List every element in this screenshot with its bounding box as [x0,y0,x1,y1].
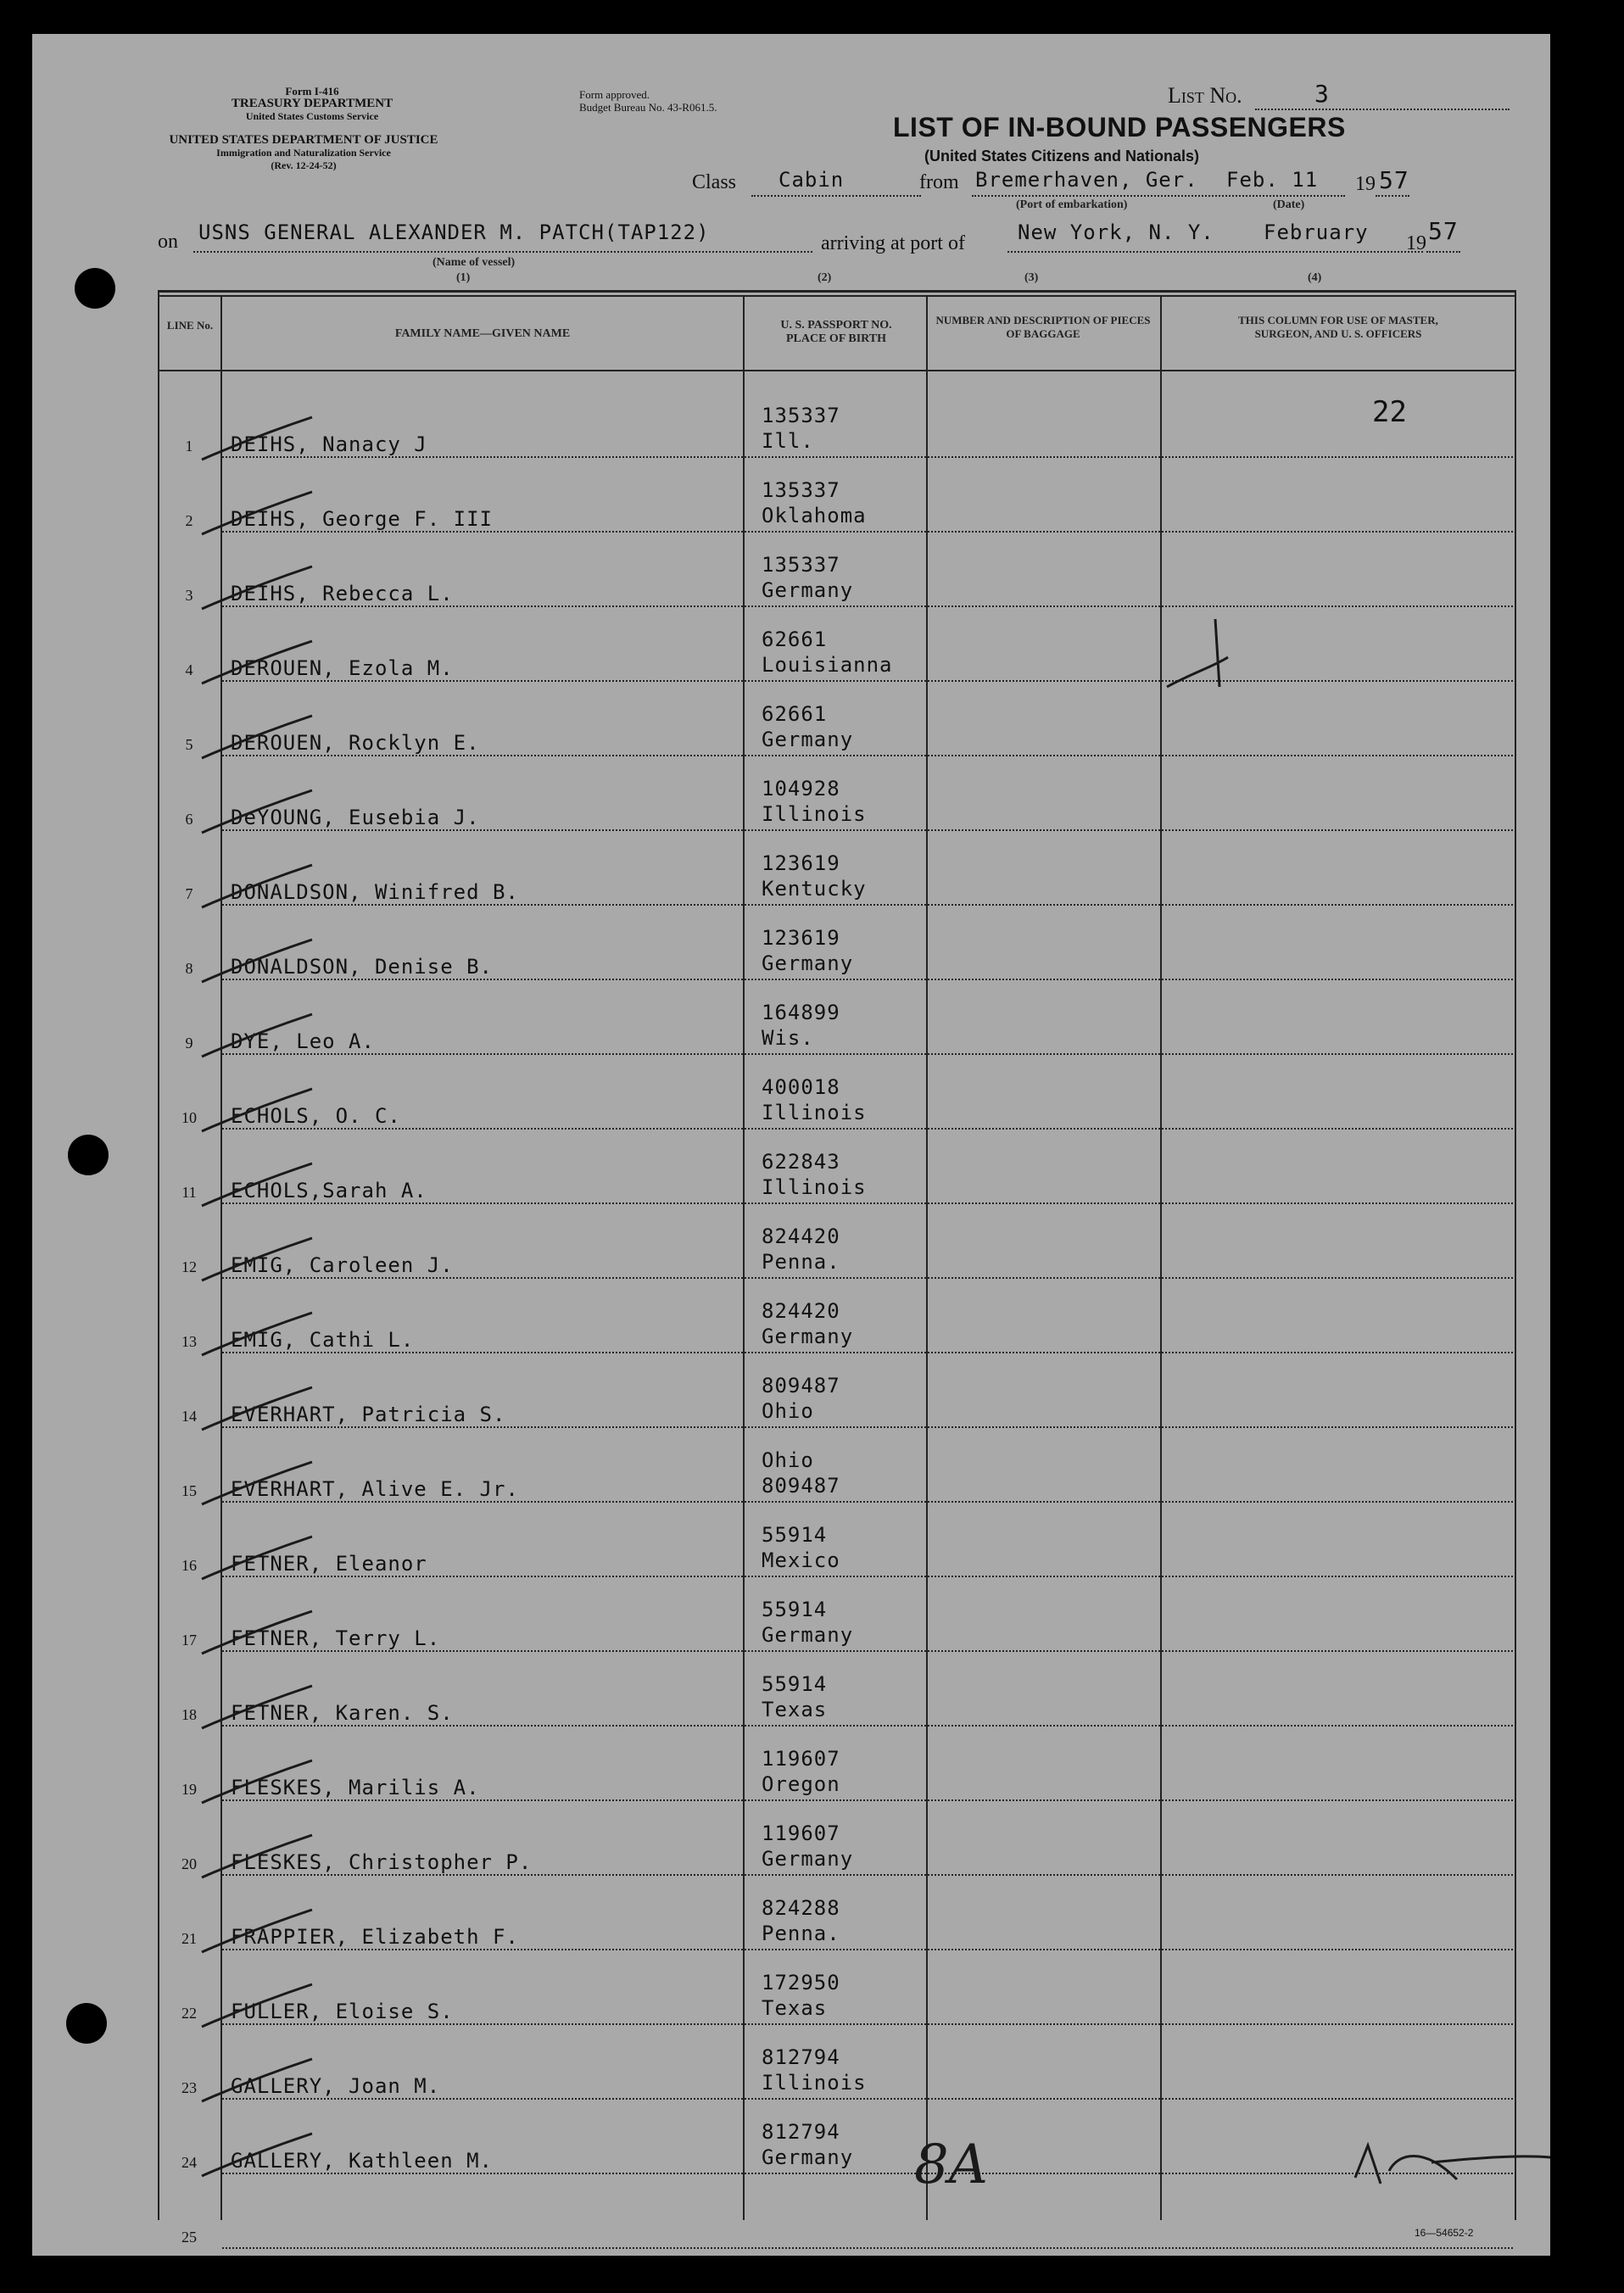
place-of-birth: Louisianna [762,653,893,677]
row-rule [222,1650,1513,1652]
row-rule [222,1426,1513,1428]
passenger-name: ECHOLS, O. C. [231,1104,401,1128]
place-of-birth: Illinois [762,1175,867,1199]
passenger-name: FLESKES, Marilis A. [231,1776,480,1799]
place-of-birth: Germany [762,1325,854,1348]
passport-number: 62661 [762,628,828,651]
passport-number: 172950 [762,1971,840,1995]
passport-number: 812794 [762,2045,840,2069]
row-rule [222,1725,1513,1727]
place-of-birth: Oklahoma [762,504,867,527]
passenger-name: EVERHART, Patricia S. [231,1403,506,1426]
passport-number: 809487 [762,1374,840,1398]
col-num-1: (1) [456,271,471,284]
passport-number: 812794 [762,2120,840,2144]
line-number: 9 [185,1035,193,1052]
passenger-name: GALLERY, Kathleen M. [231,2149,493,2173]
vessel-name: USNS GENERAL ALEXANDER M. PATCH(TAP122) [198,220,710,244]
col-header-baggage: NUMBER AND DESCRIPTION OF PIECES OF BAGGAGE [935,314,1151,340]
line-number: 18 [181,1706,197,1723]
line-number: 3 [185,587,193,604]
place-of-birth: Germany [762,578,854,602]
place-of-birth: Illinois [762,1101,867,1124]
passport-number: Ohio [762,1448,814,1472]
passport-number: 104928 [762,777,840,801]
on-label: on [158,231,178,253]
passport-number: 55914 [762,1523,828,1547]
place-of-birth: Germany [762,951,854,975]
passenger-name: DYE, Leo A. [231,1029,375,1053]
passenger-name: EMIG, Cathi L. [231,1328,415,1352]
vessel-caption: (Name of vessel) [433,256,516,269]
form-number-block: Form I-416 TREASURY DEPARTMENT United States Customs Service [231,85,393,122]
row-rule [222,829,1513,831]
arriving-label: arriving at port of [821,232,965,254]
page-subtitle: (United States Citizens and Nationals) [924,148,1200,165]
place-of-birth: Penna. [762,1922,840,1945]
col-num-3: (3) [1024,271,1039,284]
passport-number: 123619 [762,926,840,950]
embarkation-date: Feb. 11 [1226,168,1319,192]
place-of-birth: 809487 [762,1474,840,1498]
passenger-name: FRAPPIER, Elizabeth F. [231,1925,519,1949]
place-of-birth: Mexico [762,1548,840,1572]
passenger-name: DEROUEN, Rocklyn E. [231,731,480,755]
place-of-birth: Ohio [762,1399,814,1423]
line-number: 11 [181,1184,197,1201]
place-of-birth: Penna. [762,1250,840,1274]
doj-block: UNITED STATES DEPARTMENT OF JUSTICE Immigration and Naturalization Service (Rev. 12-24-52) [169,133,438,171]
line-number: 19 [181,1781,197,1798]
passenger-name: DEIHS, Rebecca L. [231,582,454,605]
row-rule [222,2173,1513,2174]
passport-number: 824288 [762,1896,840,1920]
year-prefix-1: 19 [1355,173,1376,195]
class-value: Cabin [779,168,845,192]
row-rule [222,456,1513,458]
list-no-value: 3 [1314,80,1330,108]
place-of-birth: Germany [762,728,854,751]
place-of-birth: Illinois [762,2071,867,2095]
passenger-name: ECHOLS,Sarah A. [231,1179,427,1202]
col-num-4: (4) [1308,271,1322,284]
list-no-label: List No. [1168,83,1242,108]
punch-hole-bottom [66,2003,107,2044]
line-number: 1 [185,438,193,455]
passenger-name: FETNER, Eleanor [231,1552,427,1576]
punch-hole-top [75,268,115,309]
row-rule [222,1053,1513,1055]
passenger-name: FETNER, Terry L. [231,1626,441,1650]
passport-number: 400018 [762,1075,840,1099]
place-of-birth: Germany [762,2145,854,2169]
arrival-month: February [1264,220,1369,244]
page-title: LIST OF IN-BOUND PASSENGERS [893,112,1346,142]
row-rule [222,1576,1513,1577]
passport-number: 824420 [762,1299,840,1323]
line-number: 2 [185,512,193,529]
punch-hole-middle [68,1135,109,1175]
row-rule [222,1277,1513,1279]
row-rule [222,1128,1513,1130]
col-header-passport: U. S. PASSPORT NO. PLACE OF BIRTH [780,319,892,345]
passenger-name: DONALDSON, Denise B. [231,955,493,979]
line-number: 4 [185,661,193,678]
from-label: from [919,171,959,193]
line-number: 10 [181,1109,197,1126]
row-rule [222,1202,1513,1204]
place-of-birth: Texas [762,1996,828,2020]
passenger-name: FLESKES, Christopher P. [231,1850,533,1874]
row-rule [222,1501,1513,1503]
row-rule [222,1874,1513,1876]
approval-block: Form approved. Budget Bureau No. 43-R061.5. [579,88,717,114]
passenger-name: EVERHART, Alive E. Jr. [231,1477,519,1501]
row-rule [222,1352,1513,1353]
line-number: 23 [181,2079,197,2096]
embarkation-port: Bremerhaven, Ger. [975,168,1198,192]
row-rule [222,531,1513,533]
arrival-year: 57 [1428,217,1459,245]
line-number: 22 [181,2005,197,2022]
place-of-birth: Germany [762,1623,854,1647]
arrival-port: New York, N. Y. [1018,220,1214,244]
passenger-name: GALLERY, Joan M. [231,2074,441,2098]
passport-number: 119607 [762,1822,840,1845]
col-header-officers: THIS COLUMN FOR USE OF MASTER, SURGEON, AND U. S. OFFICERS [1238,314,1438,340]
row-rule [222,605,1513,607]
passport-number: 135337 [762,553,840,577]
col-header-name: FAMILY NAME—GIVEN NAME [394,327,571,340]
place-of-birth: Wis. [762,1026,814,1050]
passenger-name: DEROUEN, Ezola M. [231,656,454,680]
row-rule [222,680,1513,682]
place-of-birth: Kentucky [762,877,867,901]
place-of-birth: Illinois [762,802,867,826]
footer-code: 16—54652-2 [1415,2227,1474,2239]
passport-number: 622843 [762,1150,840,1174]
line-number: 17 [181,1632,197,1649]
row-rule [222,2098,1513,2100]
place-of-birth: Germany [762,1847,854,1871]
passenger-name: DeYOUNG, Eusebia J. [231,806,480,829]
row-rule [222,2023,1513,2025]
passenger-name: FETNER, Karen. S. [231,1701,454,1725]
passport-number: 824420 [762,1225,840,1248]
line-number: 6 [185,811,193,828]
line-number: 21 [181,1930,197,1947]
line-number: 8 [185,960,193,977]
embarkation-year: 57 [1379,166,1409,194]
place-of-birth: Ill. [762,429,814,453]
class-label: Class [692,171,737,193]
date-caption: (Date) [1273,198,1305,211]
passport-number: 135337 [762,404,840,427]
passenger-name: EMIG, Caroleen J. [231,1253,454,1277]
passport-number: 123619 [762,851,840,875]
col-num-2: (2) [818,271,832,284]
place-of-birth: Texas [762,1698,828,1721]
passport-number: 62661 [762,702,828,726]
passport-number: 55914 [762,1598,828,1621]
line-number: 20 [181,1855,197,1872]
line-number: 12 [181,1258,197,1275]
row-rule [222,755,1513,756]
row-rule [222,1799,1513,1801]
place-of-birth: Oregon [762,1772,840,1796]
year-prefix-2: 19 [1406,232,1426,254]
passport-number: 55914 [762,1672,828,1696]
line-number: 14 [181,1408,197,1425]
line-number: 24 [181,2154,197,2171]
line-number: 7 [185,885,193,902]
passport-number: 119607 [762,1747,840,1771]
col-header-line: LINE No. [166,319,214,332]
row-rule [222,1949,1513,1950]
passenger-name: DEIHS, Nanacy J [231,432,427,456]
handwritten-signature: 8A [914,2134,988,2196]
line-number: 25 [181,2229,197,2246]
passport-number: 135337 [762,478,840,502]
line-number: 5 [185,736,193,753]
passenger-name: DONALDSON, Winifred B. [231,880,519,904]
passenger-name: DEIHS, George F. III [231,507,493,531]
officer-count: 22 [1372,395,1407,429]
row-rule [222,979,1513,980]
manifest-page [32,34,1550,2256]
embarkation-caption: (Port of embarkation) [1016,198,1128,211]
line-number: 16 [181,1557,197,1574]
passenger-name: FULLER, Eloise S. [231,2000,454,2023]
line-number: 13 [181,1333,197,1350]
row-rule [222,2247,1513,2249]
passport-number: 164899 [762,1001,840,1024]
line-number: 15 [181,1482,197,1499]
row-rule [222,904,1513,906]
